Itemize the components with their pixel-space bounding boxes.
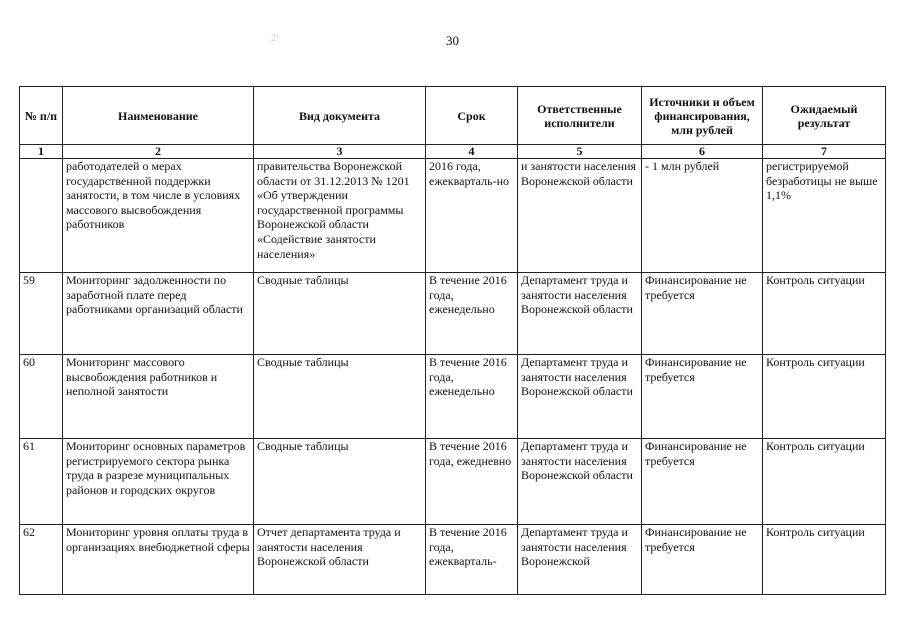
row-expected-result: Контроль ситуации: [763, 439, 886, 525]
table-row: [20, 439, 886, 525]
row-name: работодателей о мерах государственной поддержки занятости, в том числе в условиях массового высвобождения работников: [63, 159, 254, 273]
page-number: 30: [446, 33, 459, 48]
row-financing: Финансирование не требуется: [642, 273, 763, 355]
row-term: В течение 2016 года, еженедельно: [426, 273, 518, 355]
row-responsible: Департамент труда и занятости населения Воронежской: [518, 525, 642, 595]
header-term: Срок: [426, 87, 518, 145]
row-expected-result: Контроль ситуации: [763, 273, 886, 355]
table-row: [20, 273, 886, 355]
table-row: [20, 525, 886, 595]
row-number: 61: [20, 439, 63, 525]
column-number: 2: [63, 145, 254, 159]
row-term: В течение 2016 года, еженедельно: [426, 355, 518, 439]
row-name: Мониторинг уровня оплаты труда в организациях внебюджетной сферы: [63, 525, 254, 595]
table-row: [20, 159, 886, 273]
row-term: В течение 2016 года, ежедневно: [426, 439, 518, 525]
header-doc-type: Вид документа: [254, 87, 426, 145]
row-term: В течение 2016 года, ежекварталь-: [426, 525, 518, 595]
faint-page-mark: 2¹: [271, 33, 279, 44]
row-responsible: и занятости населения Воронежской области: [518, 159, 642, 273]
row-doc-type: Сводные таблицы: [254, 355, 426, 439]
column-number: 7: [763, 145, 886, 159]
row-name: Мониторинг задолженности по заработной плате перед работниками организаций области: [63, 273, 254, 355]
header-row: [20, 87, 886, 145]
column-number-row: [20, 145, 886, 159]
row-financing: Финансирование не требуется: [642, 439, 763, 525]
header-num: № п/п: [20, 87, 63, 145]
row-financing: Финансирование не требуется: [642, 525, 763, 595]
column-number: 6: [642, 145, 763, 159]
row-responsible: Департамент труда и занятости населения Воронежской области: [518, 273, 642, 355]
row-expected-result: Контроль ситуации: [763, 355, 886, 439]
row-financing: - 1 млн рублей: [642, 159, 763, 273]
row-responsible: Департамент труда и занятости населения Воронежской области: [518, 439, 642, 525]
column-number: 1: [20, 145, 63, 159]
table-row: [20, 355, 886, 439]
row-number: [20, 159, 63, 273]
column-number: 3: [254, 145, 426, 159]
row-doc-type: Сводные таблицы: [254, 273, 426, 355]
row-expected-result: Контроль ситуации: [763, 525, 886, 595]
row-term: 2016 года, ежекварталь-но: [426, 159, 518, 273]
header-expected-result: Ожидаемый результат: [763, 87, 886, 145]
row-number: 60: [20, 355, 63, 439]
row-doc-type: Отчет департамента труда и занятости населения Воронежской области: [254, 525, 426, 595]
row-responsible: Департамент труда и занятости населения Воронежской области: [518, 355, 642, 439]
header-name: Наименование: [63, 87, 254, 145]
row-number: 59: [20, 273, 63, 355]
header-responsible: Ответственные исполнители: [518, 87, 642, 145]
action-plan-table: [19, 86, 886, 595]
column-number: 4: [426, 145, 518, 159]
header-financing: Источники и объем финансирования, млн рублей: [642, 87, 763, 145]
column-number: 5: [518, 145, 642, 159]
row-expected-result: регистрируемой безработицы не выше 1,1%: [763, 159, 886, 273]
row-financing: Финансирование не требуется: [642, 355, 763, 439]
row-number: 62: [20, 525, 63, 595]
row-name: Мониторинг основных параметров регистрируемого сектора рынка труда в разрезе муниципальных районов и городских округов: [63, 439, 254, 525]
row-name: Мониторинг массового высвобождения работников и неполной занятости: [63, 355, 254, 439]
row-doc-type: Сводные таблицы: [254, 439, 426, 525]
row-doc-type: правительства Воронежской области от 31.12.2013 № 1201 «Об утверждении государственной программы Воронежской области «Содействие занятости населения»: [254, 159, 426, 273]
